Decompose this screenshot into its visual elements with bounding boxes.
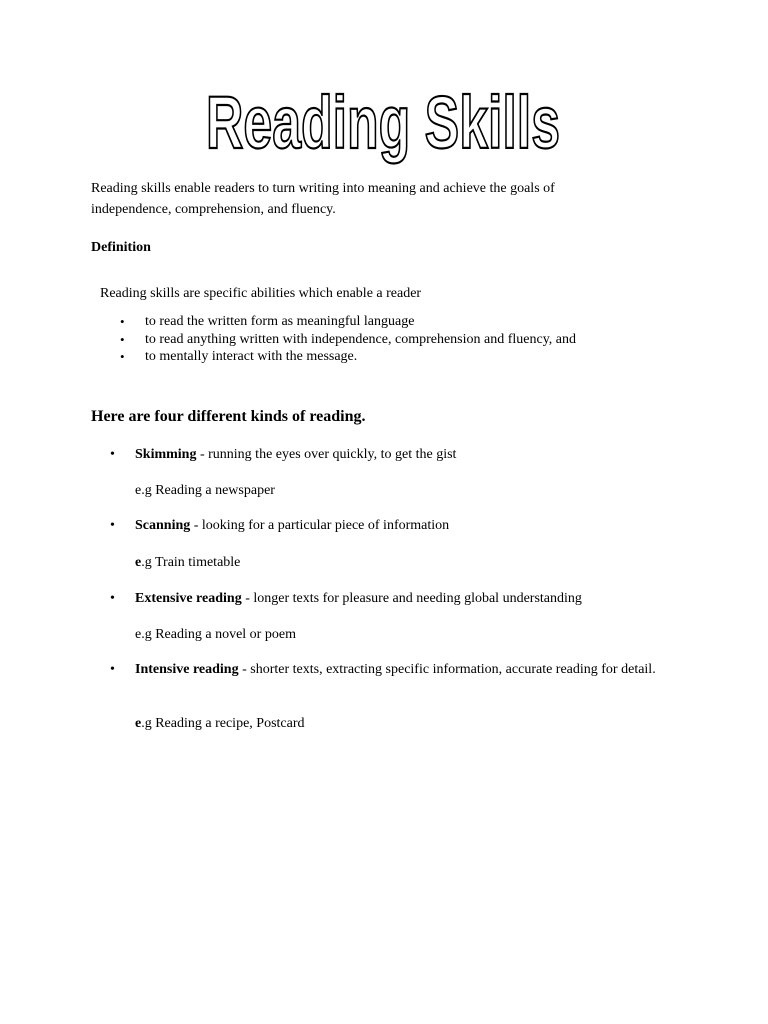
kind-example-prefix: e xyxy=(135,716,142,731)
kind-name: Skimming xyxy=(135,447,197,462)
kind-example-text: .g Train timetable xyxy=(141,555,241,570)
page-title-text: Reading Skills xyxy=(206,81,560,164)
bullet-icon: • xyxy=(120,349,125,364)
definition-list xyxy=(120,313,576,366)
kind-description: - running the eyes over quickly, to get the gist xyxy=(196,447,457,462)
page-title xyxy=(150,81,620,170)
kind-description-line xyxy=(135,445,675,464)
kind-example xyxy=(135,713,305,734)
kind-example-text: e.g Reading a newspaper xyxy=(135,483,275,498)
kind-description: - looking for a particular piece of information xyxy=(190,518,450,533)
bullet-icon: • xyxy=(110,447,115,462)
list-item xyxy=(120,348,576,366)
bullet-icon: • xyxy=(110,591,115,606)
list-item-text: to mentally interact with the message. xyxy=(145,349,358,364)
kind-description: - shorter texts, extracting specific information, accurate reading for detail. xyxy=(238,662,656,677)
definition-heading: Definition xyxy=(91,240,151,255)
kinds-heading: Here are four different kinds of reading. xyxy=(91,408,366,425)
kind-example-text: e.g Reading a novel or poem xyxy=(135,627,296,642)
intro-paragraph: Reading skills enable readers to turn writing into meaning and achieve the goals of independence, comprehension, and fluency. xyxy=(91,181,555,217)
definition-lead: Reading skills are specific abilities which enable a reader xyxy=(100,286,422,301)
list-item-text: to read anything written with independence, comprehension and fluency, and xyxy=(145,331,577,347)
kind-example xyxy=(135,480,275,501)
kind-description-line xyxy=(135,660,675,679)
kind-example-text: .g Reading a recipe, Postcard xyxy=(141,716,305,731)
kind-example xyxy=(135,624,296,645)
kind-name: Intensive reading xyxy=(135,662,239,677)
bullet-icon: • xyxy=(120,331,125,347)
list-item-text: to read the written form as meaningful language xyxy=(145,314,415,329)
bullet-icon: • xyxy=(120,314,125,329)
list-item xyxy=(120,331,576,349)
bullet-icon: • xyxy=(110,662,115,677)
kind-example-prefix: e xyxy=(135,555,142,570)
kind-description-line xyxy=(135,589,675,608)
list-item xyxy=(120,313,576,331)
kind-description-line xyxy=(135,516,675,535)
kind-name: Scanning xyxy=(135,518,191,533)
kind-name: Extensive reading xyxy=(135,591,242,606)
kind-example xyxy=(135,552,240,573)
bullet-icon: • xyxy=(110,518,115,533)
kind-description: - longer texts for pleasure and needing global understanding xyxy=(241,591,582,606)
